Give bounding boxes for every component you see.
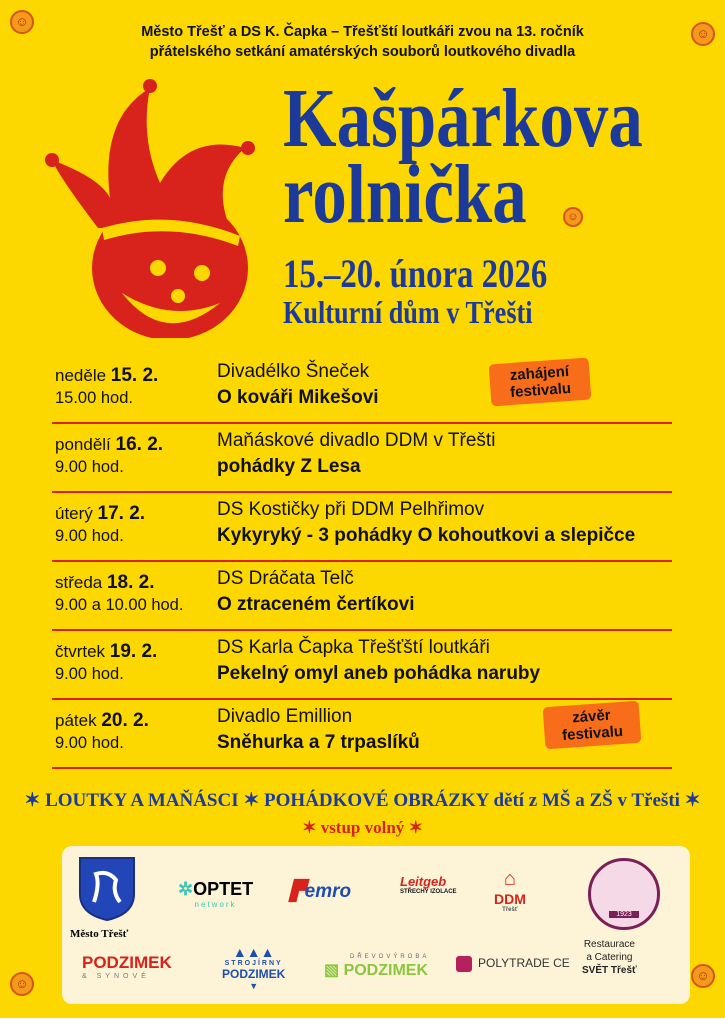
entry-text: vstup volný — [320, 818, 405, 837]
show-title: Pekelný omyl aneb pohádka naruby — [217, 663, 541, 684]
time: 9.00 hod. — [55, 734, 124, 752]
show-title: O kováři Mikešovi — [217, 387, 379, 408]
ddm-logo: ⌂ DDM Třešť — [494, 868, 526, 913]
date: 18. 2. — [106, 572, 155, 593]
day-name: čtvrtek — [55, 642, 106, 661]
day-name: pátek — [55, 711, 97, 730]
jester-corner-icon: ☺ — [10, 972, 34, 996]
day-name: neděle — [55, 366, 107, 385]
opening-badge: zahájení festivalu — [489, 358, 592, 407]
group-name: Maňáskové divadlo DDM v Třešti — [217, 430, 496, 451]
festival-venue: Kulturní dům v Třešti — [283, 294, 533, 330]
schedule-row — [52, 424, 672, 493]
invitation-line-2: přátelského setkání amatérských souborů loutkového divadla — [149, 44, 576, 60]
group-name: DS Dráčata Telč — [217, 568, 354, 589]
schedule — [52, 355, 672, 769]
ds-year: 1923 — [609, 911, 639, 918]
jester-corner-icon: ☺ — [691, 964, 715, 988]
time: 15.00 hod. — [55, 389, 133, 407]
group-name: DS Karla Čapka Třešťští loutkáři — [217, 637, 490, 658]
entry-line: ✶ vstup volný ✶ — [302, 818, 423, 837]
invitation-line-1: Město Třešť a DS K. Čapka – Třešťští loutkáři zvou na 13. ročník — [141, 24, 584, 40]
jester-corner-icon: ☺ — [691, 22, 715, 46]
podzimek-sub: & SYNOVÉ — [82, 973, 150, 980]
jester-logo — [40, 78, 260, 338]
day-name: úterý — [55, 504, 93, 523]
leitgeb-sub: STŘECHY IZOLACE — [400, 889, 457, 895]
schedule-row — [52, 355, 672, 424]
schedule-row — [52, 631, 672, 700]
date: 17. 2. — [97, 503, 146, 524]
day-name: středa — [55, 573, 103, 592]
show-title: pohádky Z Lesa — [217, 456, 361, 477]
festival-title-line-1: Kašpárkova — [283, 72, 643, 165]
drevovyroba-podzimek-logo: DŘEVOVÝROBA ▧ PODZIMEK — [324, 954, 430, 979]
svet-line-2: a Catering — [586, 952, 633, 963]
date: 16. 2. — [115, 434, 164, 455]
ds-karla-capka-logo — [588, 858, 660, 930]
schedule-row — [52, 700, 672, 769]
strojirny-podzimek-logo: ▲▲▲ STROJÍRNY PODZIMEK ▼ — [222, 944, 286, 991]
show-title: Kykyryký - 3 pohádky O kohoutkovi a slepičce — [217, 525, 636, 546]
leitgeb-text: Leitgeb — [400, 874, 447, 889]
group-name: Divadélko Šneček — [217, 361, 370, 382]
leitgeb-logo — [400, 874, 457, 895]
show-title: O ztraceném čertíkovi — [217, 594, 415, 615]
date: 15. 2. — [110, 365, 159, 386]
jester-corner-icon: ☺ — [10, 10, 34, 34]
svet-trest-logo — [582, 938, 637, 977]
time: 9.00 hod. — [55, 527, 124, 545]
schedule-row — [52, 493, 672, 562]
svet-line-3: SVĚT Třešť — [582, 965, 637, 976]
polytrade-text: POLYTRADE CE — [478, 956, 570, 971]
exhibits-text: LOUTKY A MAŇÁSCI ✶ POHÁDKOVÉ OBRÁZKY dětí z MŠ a ZŠ v Třešti — [45, 790, 680, 811]
schedule-row — [52, 562, 672, 631]
bell-icon: ☺ — [563, 207, 583, 227]
group-name: Divadlo Emillion — [217, 706, 353, 727]
emro-logo: ▛emro — [290, 881, 352, 902]
ddm-sub: Třešť — [502, 907, 518, 913]
podzimek-text: PODZIMEK — [222, 967, 286, 981]
time: 9.00 a 10.00 hod. — [55, 596, 184, 614]
sponsor-logos — [62, 846, 690, 1004]
time: 9.00 hod. — [55, 665, 124, 683]
optet-sub: network — [194, 900, 237, 909]
day-name: pondělí — [55, 435, 111, 454]
mesto-trest-crest-icon — [76, 854, 138, 922]
podzimek-text: PODZIMEK — [82, 953, 172, 972]
show-title: Sněhurka a 7 trpaslíků — [217, 732, 420, 753]
optet-logo: ✲OPTET network — [178, 879, 254, 909]
polytrade-logo — [456, 956, 570, 972]
mesto-trest-label: Město Třešť — [70, 928, 129, 940]
group-name: DS Kostičky při DDM Pelhřimov — [217, 499, 485, 520]
ddm-text: DDM — [494, 891, 526, 907]
time: 9.00 hod. — [55, 458, 124, 476]
svet-line-1: Restaurace — [583, 939, 635, 950]
date: 19. 2. — [109, 641, 158, 662]
festival-dates: 15.–20. února 2026 — [283, 251, 548, 296]
date: 20. 2. — [101, 710, 149, 731]
emro-text: emro — [304, 881, 352, 902]
optet-text: OPTET — [193, 879, 254, 899]
closing-badge: závěr festivalu — [543, 701, 642, 750]
invitation-text — [0, 22, 725, 62]
drevovyroba-text: DŘEVOVÝROBA — [350, 954, 430, 960]
festival-title-line-2: rolnička — [283, 148, 527, 241]
exhibits-line: ✶ LOUTKY A MAŇÁSCI ✶ POHÁDKOVÉ OBRÁZKY dětí z MŠ a ZŠ v Třešti ✶ — [24, 790, 701, 811]
podzimek-synove-logo — [82, 953, 172, 980]
podzimek-text: PODZIMEK — [343, 962, 429, 979]
strojirny-text: STROJÍRNY — [224, 960, 283, 967]
